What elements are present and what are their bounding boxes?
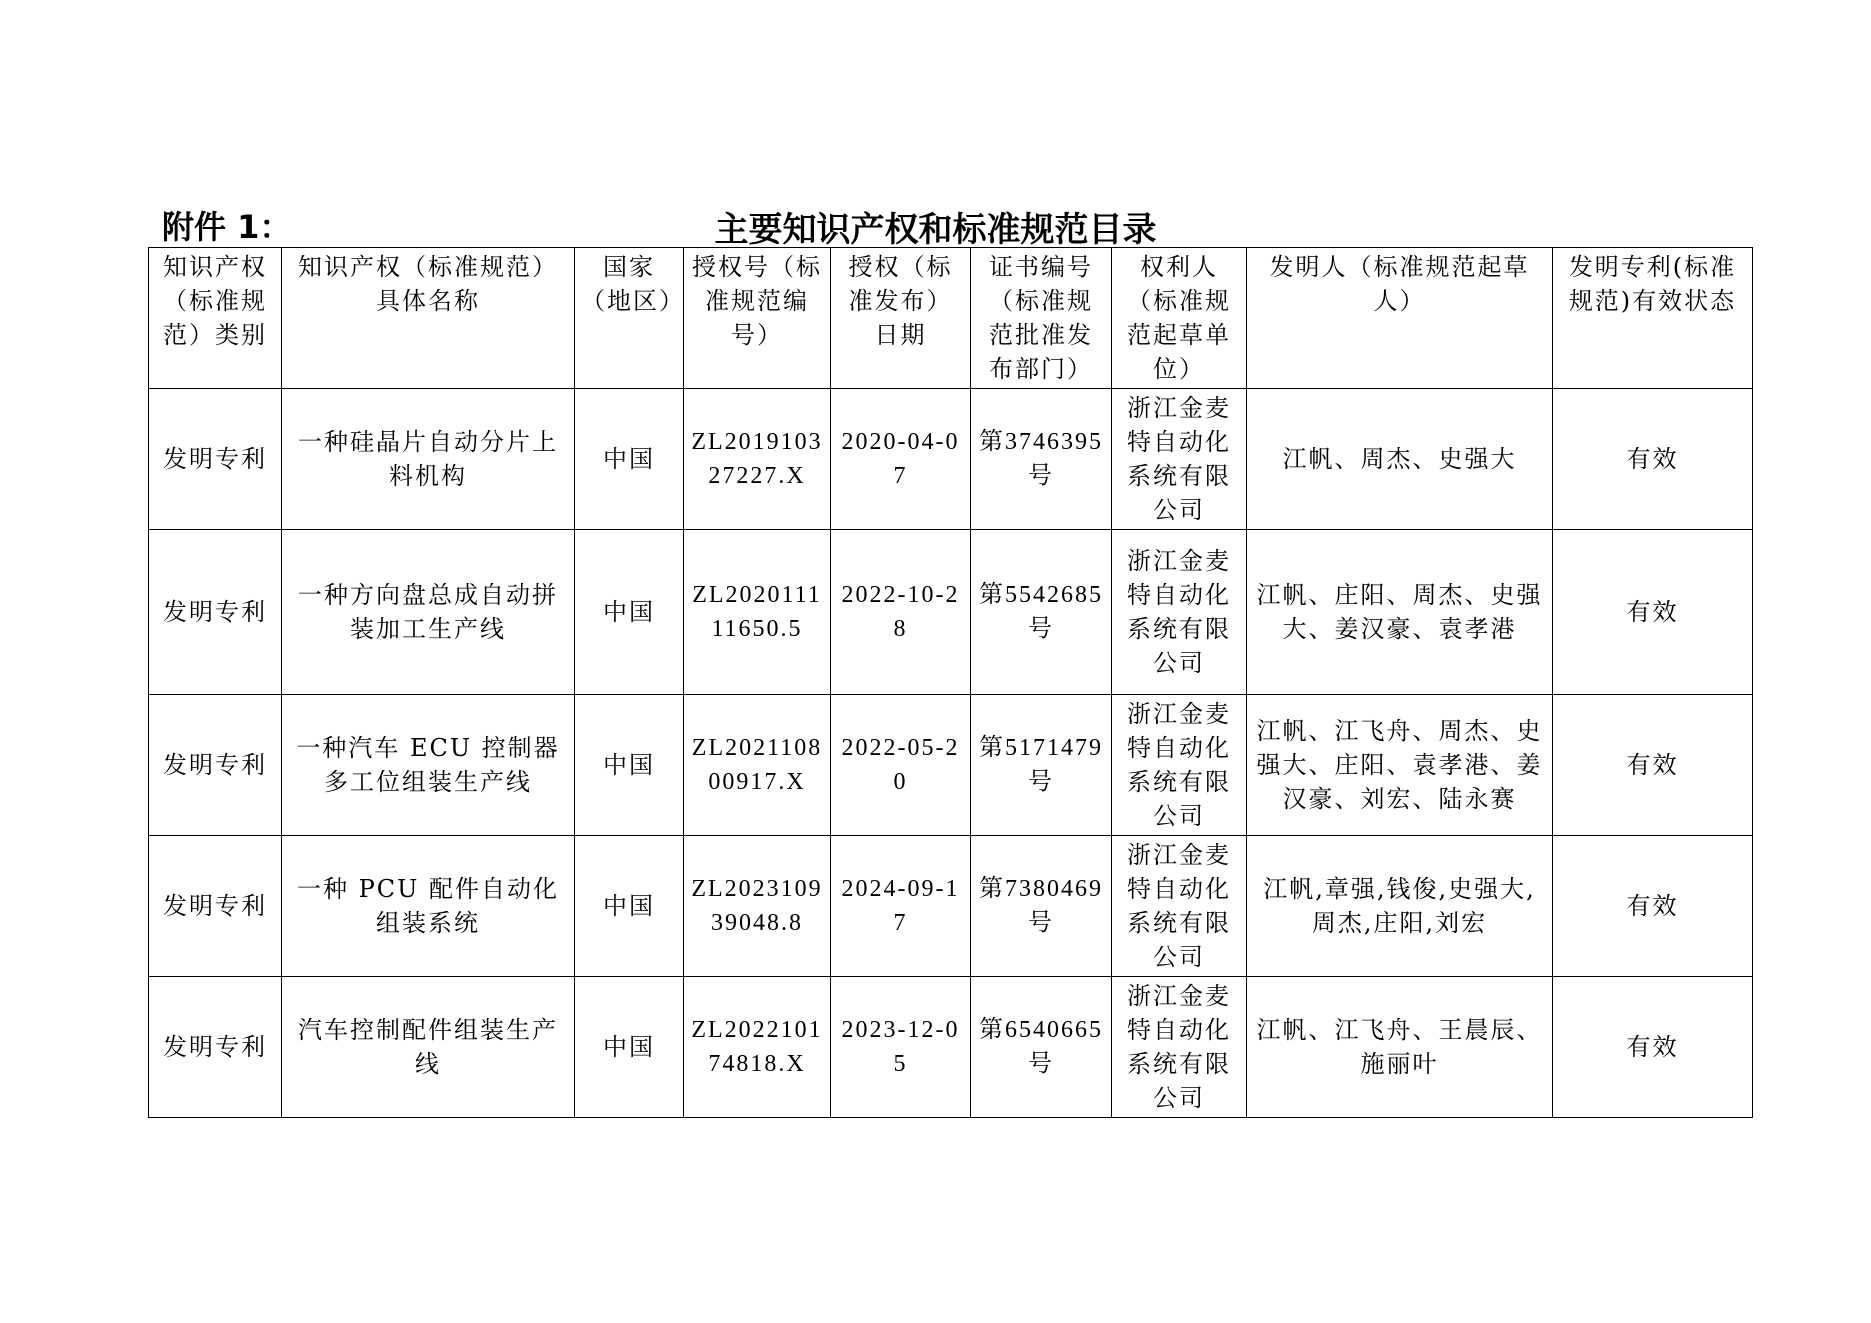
cell-cert-no: 第3746395号 [971, 389, 1112, 530]
header-grant-no: 授权号（标准规范编号） [684, 248, 831, 389]
cell-cert-no: 第6540665号 [971, 977, 1112, 1118]
header-owner: 权利人（标准规范起草单位） [1112, 248, 1247, 389]
header-inventors: 发明人（标准规范起草人） [1247, 248, 1553, 389]
cell-country: 中国 [575, 977, 684, 1118]
header-country: 国家（地区） [575, 248, 684, 389]
cell-inventors: 江帆、周杰、史强大 [1247, 389, 1553, 530]
cell-owner: 浙江金麦特自动化系统有限公司 [1112, 977, 1247, 1118]
cell-cert-no: 第5542685号 [971, 530, 1112, 695]
cell-inventors: 江帆、江飞舟、周杰、史强大、庄阳、袁孝港、姜汉豪、刘宏、陆永赛 [1247, 695, 1553, 836]
table-row [149, 530, 1753, 695]
cell-status: 有效 [1553, 530, 1753, 695]
cell-cert-no: 第5171479号 [971, 695, 1112, 836]
cell-category: 发明专利 [149, 530, 282, 695]
table-row [149, 836, 1753, 977]
cell-inventors: 江帆,章强,钱俊,史强大,周杰,庄阳,刘宏 [1247, 836, 1553, 977]
cell-grant-date: 2023-12-05 [831, 977, 971, 1118]
cell-owner: 浙江金麦特自动化系统有限公司 [1112, 530, 1247, 695]
cell-grant-date: 2024-09-17 [831, 836, 971, 977]
cell-country: 中国 [575, 389, 684, 530]
cell-grant-date: 2022-10-28 [831, 530, 971, 695]
cell-grant-no: ZL202210174818.X [684, 977, 831, 1118]
header-category: 知识产权（标准规范）类别 [149, 248, 282, 389]
cell-name: 一种方向盘总成自动拼装加工生产线 [282, 530, 575, 695]
table-row [149, 977, 1753, 1118]
attachment-label: 附件 1： [162, 208, 292, 246]
cell-status: 有效 [1553, 836, 1753, 977]
cell-grant-no: ZL201910327227.X [684, 389, 831, 530]
page-title: 主要知识产权和标准规范目录 [714, 210, 1157, 250]
cell-category: 发明专利 [149, 695, 282, 836]
header-status: 发明专利(标准规范)有效状态 [1553, 248, 1753, 389]
cell-country: 中国 [575, 695, 684, 836]
header-grant-date: 授权（标准发布）日期 [831, 248, 971, 389]
header-name: 知识产权（标准规范）具体名称 [282, 248, 575, 389]
cell-inventors: 江帆、庄阳、周杰、史强大、姜汉豪、袁孝港 [1247, 530, 1553, 695]
cell-category: 发明专利 [149, 389, 282, 530]
cell-status: 有效 [1553, 977, 1753, 1118]
cell-name: 汽车控制配件组装生产线 [282, 977, 575, 1118]
cell-country: 中国 [575, 836, 684, 977]
cell-grant-date: 2020-04-07 [831, 389, 971, 530]
cell-name: 一种汽车 ECU 控制器多工位组装生产线 [282, 695, 575, 836]
header-cert-no: 证书编号（标准规范批准发布部门） [971, 248, 1112, 389]
cell-cert-no: 第7380469号 [971, 836, 1112, 977]
cell-grant-date: 2022-05-20 [831, 695, 971, 836]
cell-grant-no: ZL202310939048.8 [684, 836, 831, 977]
cell-category: 发明专利 [149, 977, 282, 1118]
table-row [149, 389, 1753, 530]
cell-owner: 浙江金麦特自动化系统有限公司 [1112, 695, 1247, 836]
ip-table [148, 247, 1753, 1118]
cell-name: 一种硅晶片自动分片上料机构 [282, 389, 575, 530]
cell-status: 有效 [1553, 695, 1753, 836]
cell-category: 发明专利 [149, 836, 282, 977]
table-row [149, 695, 1753, 836]
cell-grant-no: ZL202110800917.X [684, 695, 831, 836]
cell-status: 有效 [1553, 389, 1753, 530]
header-row [149, 248, 1753, 389]
cell-owner: 浙江金麦特自动化系统有限公司 [1112, 836, 1247, 977]
cell-owner: 浙江金麦特自动化系统有限公司 [1112, 389, 1247, 530]
cell-inventors: 江帆、江飞舟、王晨辰、施丽叶 [1247, 977, 1553, 1118]
cell-name: 一种 PCU 配件自动化组装系统 [282, 836, 575, 977]
cell-grant-no: ZL202011111650.5 [684, 530, 831, 695]
cell-country: 中国 [575, 530, 684, 695]
